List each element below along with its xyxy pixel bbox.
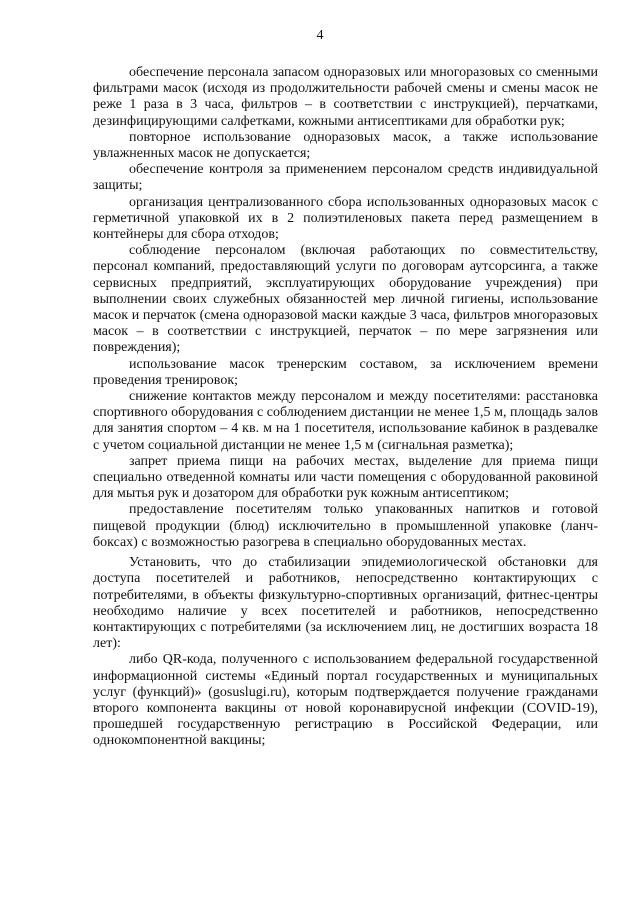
paragraph-trainer-masks: использование масок тренерским составом, за исключением времени проведения тренировок; xyxy=(93,356,598,388)
paragraph-qr-code: либо QR-кода, полученного с использованием федеральной государственной информационной системы «Единый портал государственных и муниципальных услуг (функций)» (gosuslugi.ru), которым подтверждается получение гражданами второго компонента вакцины от новой коронавирусной инфекции (COVID-19), прошедшей государственную регистрацию в Российской Федерации, или однокомпонентной вакцины; xyxy=(93,652,598,749)
paragraph-mask-collection: организация централизованного сбора использованных одноразовых масок с герметичной упаковкой их в 2 полиэтиленовых пакета перед размещением в контейнеры для сбора отходов; xyxy=(93,194,598,243)
paragraph-staff-hygiene: соблюдение персоналом (включая работающих по совместительству, персонал компаний, предоставляющий услуги по договорам аутсорсинга, а также сервисных предприятий, эксплуатирующих оборудование учреждения) при выполнении своих служебных обязанностей мер личной гигиены, использование масок и перчаток (смена одноразовой маски каждые 3 часа, фильтров многоразовых масок – в соответствии с инструкцией, перчаток – по мере загрязнения или повреждения); xyxy=(93,243,598,356)
paragraph-access-rule: Установить, что до стабилизации эпидемиологической обстановки для доступа посетителей и работников, непосредственно контактирующих с потребителями, в объекты физкультурно-спортивных организаций, фитнес-центры необходимо наличие у всех посетителей и работников, непосредственно контактирующих с потребителями (за исключением лиц, не достигших возраста 18 лет): xyxy=(93,555,598,652)
paragraph-eating-ban: запрет приема пищи на рабочих местах, выделение для приема пищи специально отведенной комнаты или части помещения с оборудованной раковиной для мытья рук и дозатором для обработки рук кожным антисептиком; xyxy=(93,453,598,502)
paragraph-packaged-food: предоставление посетителям только упакованных напитков и готовой пищевой продукции (блюд) исключительно в промышленной упаковке (ланч-боксах) с возможностью разогрева в специально оборудованных местах. xyxy=(93,502,598,550)
document-body xyxy=(93,65,598,750)
paragraph-mask-reuse: повторное использование одноразовых масок, а также использование увлажненных масок не допускается; xyxy=(93,129,598,162)
paragraph-ppe-supply: обеспечение персонала запасом одноразовых или многоразовых со сменными фильтрами масок (исходя из продолжительности рабочей смены и смены масок не реже 1 раза в 3 часа, фильтров – в соответствии с инструкцией), перчатками, дезинфицирующими салфетками, кожными антисептиками для обработки рук; xyxy=(93,65,598,129)
paragraph-distancing: снижение контактов между персоналом и между посетителями: расстановка спортивного оборудования с соблюдением дистанции не менее 1,5 м, площадь залов для занятия спортом – 4 кв. м на 1 посетителя, использование кабинок в раздевалке с учетом социальной дистанции не менее 1,5 м (сигнальная разметка); xyxy=(93,389,598,453)
page-number: 4 xyxy=(316,28,324,43)
paragraph-ppe-control: обеспечение контроля за применением персоналом средств индивидуальной защиты; xyxy=(93,162,598,194)
